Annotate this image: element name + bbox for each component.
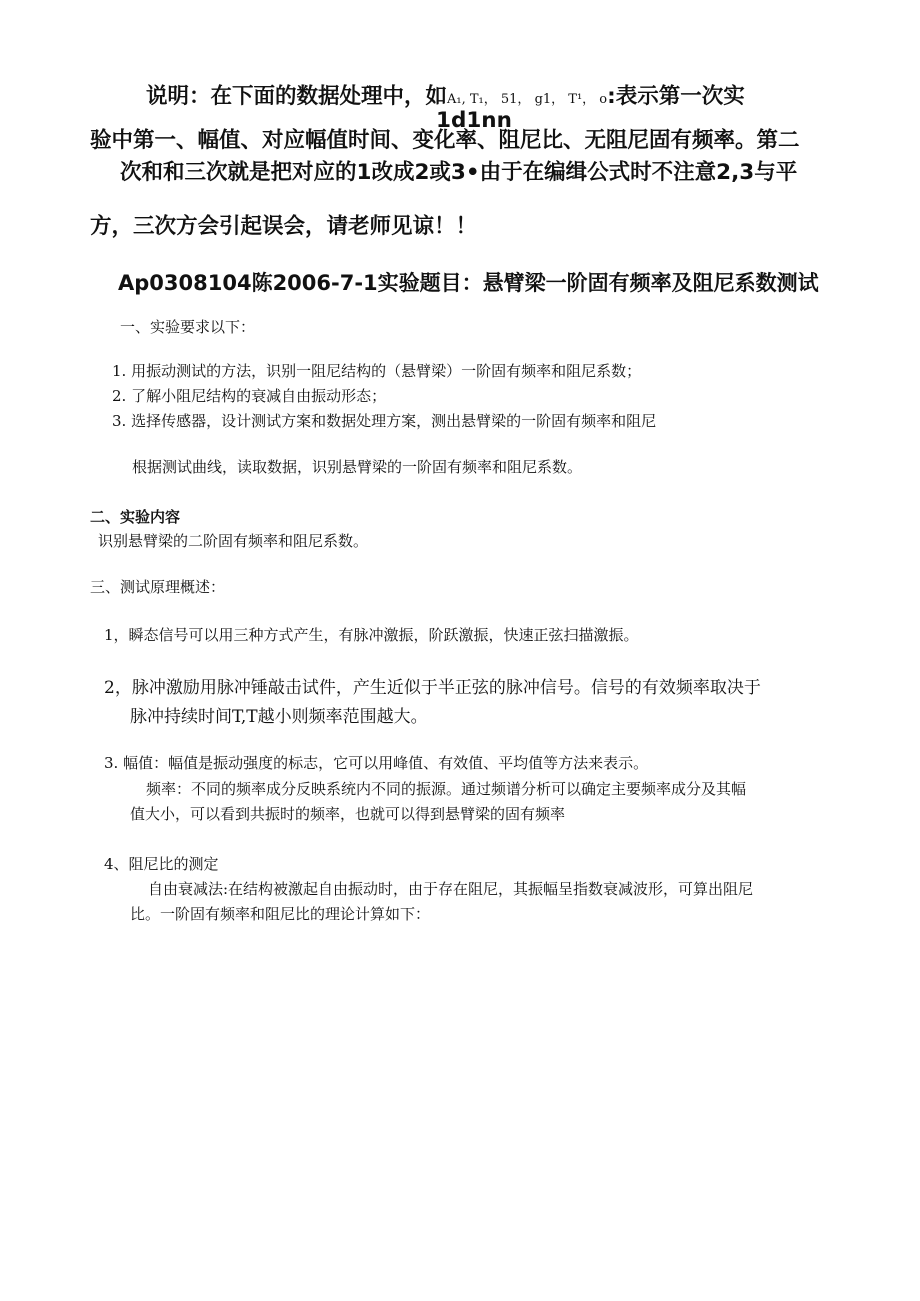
section3-p1: 1，瞬态信号可以用三种方式产生，有脉冲激振，阶跃激振，快速正弦扫描激振。	[104, 626, 639, 644]
section2-heading: 二、实验内容	[90, 508, 181, 526]
note-line-1	[146, 84, 745, 111]
section1-item-3: 3. 选择传感器，设计测试方案和数据处理方案，测出悬臂梁的一阶固有频率和阻尼	[112, 412, 657, 430]
note-symbols: A₁, T₁， 51， g1， T¹， o	[447, 92, 608, 107]
section1-followup: 根据测试曲线，读取数据，识别悬臂梁的一阶固有频率和阻尼系数。	[132, 458, 583, 476]
note-line-1-text: 说明：在下面的数据处理中，如	[146, 84, 448, 109]
section3-p3-line3: 值大小，可以看到共振时的频率，也就可以得到悬臂梁的固有频率	[130, 805, 566, 823]
section3-p2-line2: 脉冲持续时间T,T越小则频率范围越大。	[130, 707, 428, 727]
note-line-1-tail: :表示第一次实	[607, 84, 745, 109]
section1-item-2: 2. 了解小阻尼结构的衰减自由振动形态；	[112, 387, 387, 405]
note-subscript: 1d1nn	[436, 108, 512, 133]
section3-p3-line1: 3. 幅值：幅值是振动强度的标志，它可以用峰值、有效值、平均值等方法来表示。	[104, 754, 649, 772]
page-title: Ap0308104陈2006-7-1实验题目：悬臂梁一阶固有频率及阻尼系数测试	[118, 271, 819, 295]
section3-p4-line1: 自由衰减法:在结构被激起自由振动时，由于存在阻尼，其振幅呈指数衰减波形，可算出阻尼	[148, 880, 754, 898]
section2-text: 识别悬臂梁的二阶固有频率和阻尼系数。	[98, 532, 369, 550]
section1-heading: 一、实验要求以下：	[120, 318, 256, 336]
note-line-2: 验中第一、幅值、对应幅值时间、变化率、阻尼比、无阻尼固有频率。第二	[90, 128, 800, 153]
note-line-3: 次和和三次就是把对应的1改成2或3•由于在编缉公式时不注意2,3与平	[120, 160, 798, 185]
section3-p3-line2: 频率：不同的频率成分反映系统内不同的振源。通过频谱分析可以确定主要频率成分及其幅	[146, 780, 747, 798]
section1-item-1: 1. 用振动测试的方法，识别一阻尼结构的（悬臂梁）一阶固有频率和阻尼系数；	[112, 362, 642, 380]
note-line-4: 方，三次方会引起误会，请老师见谅！！	[90, 214, 478, 239]
section3-p2-line1: 2，脉冲激励用脉冲锤敲击试件，产生近似于半正弦的脉冲信号。信号的有效频率取决于	[104, 678, 761, 698]
section3-p4-line2: 比。一阶固有频率和阻尼比的理论计算如下：	[130, 905, 431, 923]
section3-heading: 三、测试原理概述：	[90, 578, 226, 596]
section3-p4-heading: 4、阻尼比的测定	[104, 855, 219, 873]
